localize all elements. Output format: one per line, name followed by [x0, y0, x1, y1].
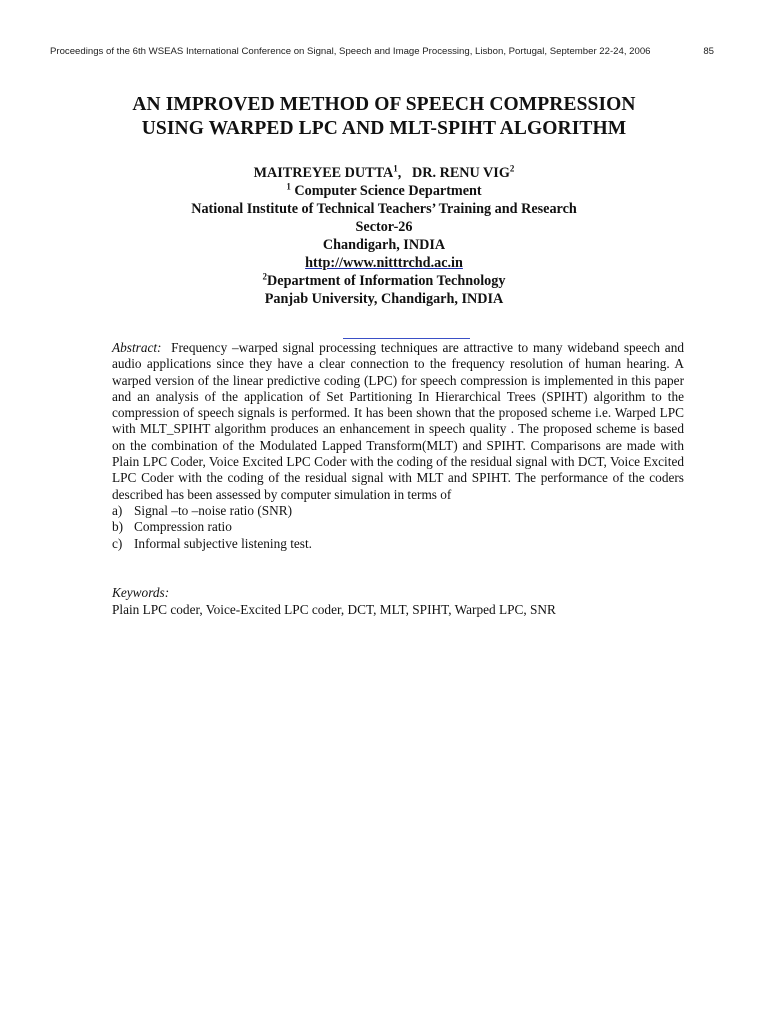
title-line-2: USING WARPED LPC AND MLT-SPIHT ALGORITHM — [141, 118, 627, 139]
abstract-paragraph — [112, 340, 684, 503]
paper-title — [0, 93, 768, 141]
evaluation-criteria-list — [112, 503, 684, 552]
list-item — [112, 519, 684, 535]
affiliation-2-department — [0, 272, 768, 290]
list-item-text: Informal subjective listening test. — [134, 535, 312, 551]
page-number: 85 — [703, 46, 714, 57]
conference-venue: Proceedings of the 6th WSEAS International Conference on Signal, Speech and Image Processing, Lisbon, Portugal, September 22-24, 2006 — [50, 46, 651, 57]
affiliation-2-department-text: Department of Information Technology — [267, 273, 506, 289]
list-item-text: Compression ratio — [134, 519, 232, 535]
author-block — [0, 164, 768, 308]
keywords-label: Keywords: — [112, 585, 170, 600]
affiliation-2-mark: 2 — [262, 271, 268, 282]
list-marker: c) — [112, 535, 123, 551]
author-name-2: DR. RENU VIG — [411, 165, 510, 181]
affiliation-1-city: Chandigarh, INDIA — [322, 237, 446, 253]
hyperlink-rule — [343, 338, 470, 339]
list-marker: b) — [112, 519, 124, 535]
affiliation-2-university: Panjab University, Chandigarh, INDIA — [264, 291, 504, 307]
abstract-text: Frequency –warped signal processing techniques are attractive to many wideband speech and audio applications since they have a clear connection to the frequency resolution of human hearing. A warped version of the linear predictive coding (LPC) for speech compression is implemented in this paper and an analysis of the application of Set Partitioning In Hierarchical Trees (SPIHT) algorithm to the compression of speech signals is performed. It has been shown that the proposed scheme i.e. Warped LPC with MLT_SPIHT algorithm produces an enhancement in speech quality . The proposed scheme is based on the combination of the Modulated Lapped Transform(MLT) and SPIHT. Comparisons are made with Plain LPC Coder, Voice Excited LPC Coder with the coding of the residual signal with DCT, Voice Excited LPC Coder with the coding of the residual signal with MLT and SPIHT. The performance of the coders described has been assessed by computer simulation in terms of — [112, 340, 684, 502]
author-name-1: MAITREYEE DUTTA — [253, 165, 394, 181]
list-item — [112, 503, 684, 519]
keywords-section — [112, 585, 692, 618]
affiliation-1-mark: 1 — [286, 181, 291, 192]
list-marker: a) — [112, 502, 123, 518]
institute-url-link[interactable]: http://www.nitttrchd.ac.in — [305, 255, 463, 271]
list-item — [112, 536, 684, 552]
affiliation-1-department — [0, 182, 768, 200]
affiliation-1-url-line — [0, 254, 768, 272]
title-line-1: AN IMPROVED METHOD OF SPEECH COMPRESSION — [132, 94, 636, 115]
keywords-text: Plain LPC coder, Voice-Excited LPC coder, DCT, MLT, SPIHT, Warped LPC, SNR — [112, 601, 556, 617]
affiliation-1-department-text: Computer Science Department — [290, 183, 482, 199]
affiliation-1-institute: National Institute of Technical Teachers’ Training and Research — [191, 201, 577, 217]
author-separator: , — [397, 165, 412, 181]
author-1-affiliation-mark: 1 — [393, 163, 398, 174]
abstract-label: Abstract: — [112, 340, 162, 355]
author-2-affiliation-mark: 2 — [509, 163, 515, 174]
abstract-section — [112, 340, 684, 552]
author-list — [0, 164, 768, 182]
list-item-text: Signal –to –noise ratio (SNR) — [134, 502, 293, 518]
affiliation-1-sector: Sector-26 — [355, 219, 413, 235]
